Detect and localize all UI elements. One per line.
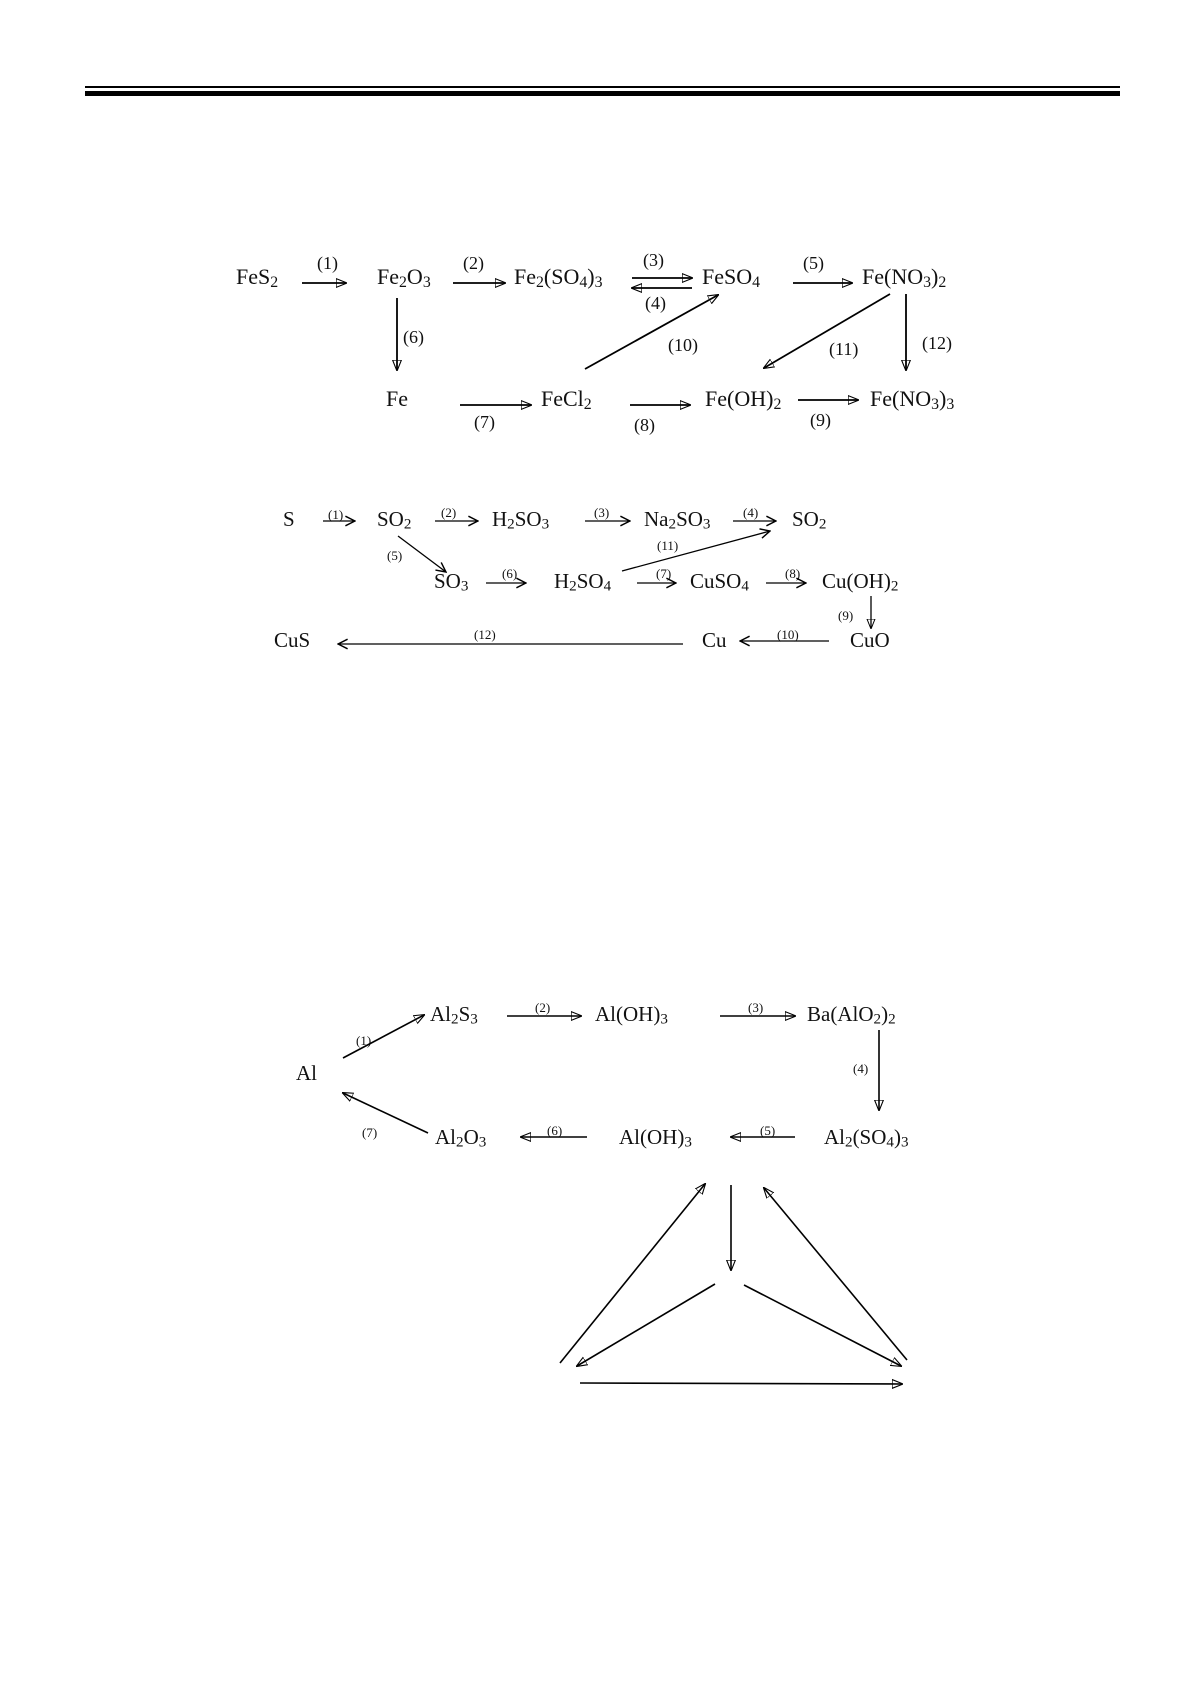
formula-baalo22: $Ba(AlO_2)_2$ — [807, 1002, 896, 1028]
formula-cu: Cu — [702, 628, 727, 652]
arrow-11 — [764, 294, 890, 368]
step-label-9: (9) — [810, 410, 831, 430]
step-label-1: (1) — [328, 507, 344, 522]
step-label-5: (5) — [803, 253, 824, 273]
formula-al2o3: $Al_2O_3$ — [435, 1125, 487, 1151]
step-label-8: (8) — [785, 566, 801, 581]
formula-s: S — [283, 507, 295, 531]
step-label-10: (10) — [777, 627, 799, 642]
formula-h2so4: $H_2SO_4$ — [554, 569, 612, 595]
formula-cuso4: CuSO$_4$ — [690, 569, 749, 595]
formula-al: Al — [296, 1061, 317, 1085]
formula-so2: $SO_2$ — [377, 507, 412, 533]
arrow-right-up — [764, 1188, 907, 1360]
step-label-3: (3) — [594, 505, 610, 520]
arrow-11 — [622, 531, 770, 571]
step-label-4: (4) — [743, 505, 759, 520]
step-label-5: (5) — [760, 1123, 776, 1138]
formula-feso4: FeSO$_4$ — [702, 264, 761, 291]
step-label-2: (2) — [463, 253, 484, 273]
arrow-bottom — [580, 1383, 902, 1384]
step-label-3: (3) — [748, 1000, 764, 1015]
formula-fe2o3: $Fe_2O_3$ — [377, 264, 431, 291]
step-label-1: (1) — [356, 1033, 372, 1048]
step-label-9: (9) — [838, 608, 854, 623]
formula-h2so3: $H_2SO_3$ — [492, 507, 550, 533]
step-label-7: (7) — [474, 412, 495, 432]
step-label-6: (6) — [547, 1123, 563, 1138]
arrow-to-left — [577, 1284, 715, 1366]
formula-fes2: FeS$_2$ — [236, 264, 279, 291]
iron-arrows — [302, 278, 906, 405]
formula-so2-end: $SO_2$ — [792, 507, 827, 533]
formula-cuoh2: $Cu(OH)_2$ — [822, 569, 899, 595]
triangle-arrows — [560, 1184, 907, 1384]
formula-feno32: $Fe(NO_3)_2$ — [862, 264, 947, 291]
arrow-7 — [343, 1093, 428, 1133]
formula-al2s3: $Al_2S_3$ — [430, 1002, 478, 1028]
formula-fecl2: FeCl$_2$ — [541, 386, 592, 413]
step-label-8: (8) — [634, 415, 655, 435]
formula-na2so3: $Na_2SO_3$ — [644, 507, 711, 533]
step-label-1: (1) — [317, 253, 338, 273]
formula-cus: CuS — [274, 628, 311, 652]
formula-aloh3-bottom: $Al(OH)_3$ — [619, 1125, 692, 1151]
sulfur-arrows — [323, 521, 871, 644]
step-label-6: (6) — [403, 327, 424, 347]
step-label-12: (12) — [474, 627, 496, 642]
formula-fe2so43: $Fe_2(SO_4)_3$ — [514, 264, 603, 291]
arrow-1 — [343, 1015, 424, 1058]
arrow-5 — [398, 536, 446, 572]
step-label-3: (3) — [643, 250, 664, 270]
step-label-4: (4) — [853, 1061, 869, 1076]
step-label-7: (7) — [656, 566, 672, 581]
step-label-5: (5) — [387, 548, 403, 563]
step-label-11: (11) — [829, 339, 859, 359]
formula-cuo: CuO — [850, 628, 890, 652]
arrow-left-up — [560, 1184, 705, 1363]
step-label-7: (7) — [362, 1125, 378, 1140]
step-label-2: (2) — [535, 1000, 551, 1015]
step-label-10: (10) — [668, 335, 698, 355]
step-label-6: (6) — [502, 566, 518, 581]
arrow-10 — [585, 295, 718, 369]
formula-so3: $SO_3$ — [434, 569, 469, 595]
formula-aloh3-top: $Al(OH)_3$ — [595, 1002, 668, 1028]
formula-al2so43: $Al_2(SO_4)_3$ — [824, 1125, 909, 1151]
formula-fe: Fe — [386, 386, 408, 411]
formula-feno33: $Fe(NO_3)_3$ — [870, 386, 955, 413]
step-label-2: (2) — [441, 505, 457, 520]
step-label-12: (12) — [922, 333, 952, 353]
step-label-4: (4) — [645, 293, 666, 313]
step-label-11: (11) — [657, 538, 679, 553]
formula-feoh2: $Fe(OH)_2$ — [705, 386, 782, 413]
